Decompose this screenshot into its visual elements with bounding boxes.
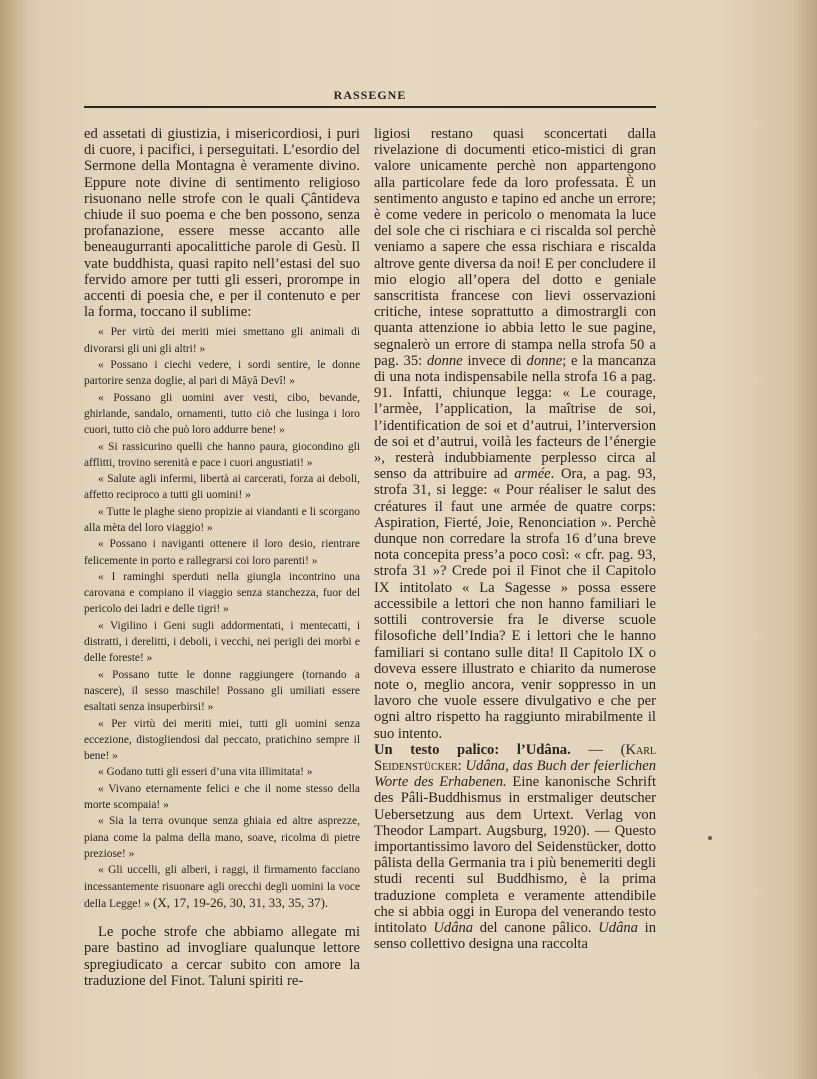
quote-15-text: « Gli uccelli, gli alberi, i raggi, il firmamento facciano incessantemente risuonare agli orecchi degli uomini la voce della Legge! » bbox=[84, 864, 360, 910]
quote-15 bbox=[84, 862, 360, 912]
quote-12: « Godano tutti gli esseri d’una vita illimitata! » bbox=[98, 766, 313, 779]
review-text-3: in senso collettivo designa una raccolta bbox=[374, 919, 656, 953]
running-head: RASSEGNE bbox=[333, 88, 407, 102]
quote-2: « Possano i ciechi vedere, i sordi sentire, le donne partorire senza doglie, al pari di Mâyâ Devî! » bbox=[84, 359, 360, 388]
header-rule bbox=[84, 106, 656, 108]
right-first-paragraph bbox=[374, 126, 656, 742]
p1-text-b: invece di bbox=[462, 352, 527, 369]
italic-udana-1: Udâna bbox=[433, 919, 474, 936]
quote-3: « Possano gli uomini aver vesti, cibo, bevande, ghirlande, sandalo, ornamenti, tutto ciò che lusinga i loro cuori, tutto ciò che può loro addurre bene! » bbox=[84, 391, 360, 437]
paper-speck bbox=[708, 836, 712, 840]
review-text-1: Eine kanonische Schrift des Pâli-Buddhismus in erstmaliger deutscher Uebersetzung aus dem Urtext. Verlag von Theodor Lampart. Augsburg, 1920). — Questo importantissimo lavoro del Seidenstücker, dotto pâlista della Germania tra i più benemeriti degli studi recenti sul Buddhismo, è la prima traduzione completa e veramente attendibile che si abbia oggi in Europa del venerando testo intitolato bbox=[374, 774, 656, 936]
left-intro-paragraph: ed assetati di giustizia, i misericordiosi, i puri di cuore, i pacifici, i perseguitati. L’esordio del Sermone della Montagna è veramente divino. Eppure note divine di sentimento religioso risuonano nelle strofe con le quali Çântideva chiude il suo poema e che ben possono, senza profanazione, essere messe accanto alle beneaugurranti apocalittiche parole di Gesù. Il vate buddhista, quasi rapito nell’estasi del suo fervido amore per tutti gli esseri, prorompe in accenti di poesia che, e per il contenuto e per la forma, toccano il sublime: bbox=[84, 126, 360, 321]
quote-reference: (X, 17, 19-26, 30, 31, 33, 35, 37). bbox=[149, 894, 329, 910]
quote-6: « Tutte le plaghe sieno propizie ai viandanti e li scorgano alla mèta del loro viaggio! » bbox=[84, 505, 360, 534]
quote-5: « Salute agli infermi, libertà ai carcerati, forza ai deboli, affetto reciproco a tutti gli uomini! » bbox=[84, 473, 360, 502]
left-closing-paragraph: Le poche strofe che abbiamo allegate mi pare bastino ad invogliare qualunque lettore spregiudicato a cercar subito con amore la traduzione del Finot. Taluni spiriti re- bbox=[84, 924, 360, 989]
udana-review-paragraph bbox=[374, 742, 656, 953]
section-dash: — ( bbox=[570, 741, 626, 758]
quote-14: « Sia la terra ovunque senza ghiaia ed altre asprezze, piana come la palma della mano, soave, ricolma di pietre preziose! » bbox=[84, 815, 360, 860]
quote-11: « Per virtù dei meriti miei, tutti gli uomini senza eccezione, distogliendosi dal peccato, pratichino sempre il bene! » bbox=[84, 717, 360, 763]
p1-text-d: . Ora, a pag. 93, strofa 31, si legge: « Pour réaliser le salut des créatures il faut une armée de quatre corps: Aspiration, Fierté, Joie, Renonciation ». Perchè dunque non corredare la strofa 16 d’una breve nota concepita press’a poco così: « cfr. pag. 93, strofa 31 »? Crede poi il Finot che il Capitolo IX intitolato « La Sagesse » possa essere accessibile a lettori che non hanno familiari le sottili controversie fra le diverse scuole filosofiche dell’India? E i lettori che le hanno familiari si contano sulle dita! Il Capitolo IX o doveva essere illustrato e chiarito da numerose note o, meglio ancora, venir soppresso in un lavoro che vuole essere divulgativo e che per ogni altro rispetto ha raggiunto mirabilmente il suo intento. bbox=[374, 466, 656, 742]
left-column bbox=[84, 126, 360, 989]
quote-4: « Si rassicurino quelli che hanno paura, giocondino gli afflitti, trovino serenità e pace i cuori angustiati! » bbox=[84, 440, 360, 469]
p1-text-a: ligiosi restano quasi sconcertati dalla rivelazione di documenti etico-mistici di gran valore unicamente perchè non appartengono alla particolare fede da loro professata. È un sentimento angusto e tapino ed anche un errore; è come vedere in pericolo o menomata la luce del sole che ci rischiara e ci riscalda sol perchè veniamo a sapere che essa rischiara e riscalda altrove gente diversa da noi! E per concludere il mio elogio all’opera del dotto e geniale sanscritista francese con lievi osservazioni critiche, intese soprattutto a dimostrargli con quanta attenzione io abbia letto le sue pagine, segnalerò un errore di stampa nella strofa 50 a pag. 35: bbox=[374, 126, 656, 369]
p1-italic-donne-2: donne bbox=[526, 352, 563, 369]
p1-italic-donne: donne bbox=[426, 352, 463, 369]
quoted-strophes bbox=[84, 324, 360, 912]
quote-9: « Vigilino i Geni sugli addormentati, i mentecatti, i distratti, i derelitti, i deboli, i vecchi, nei perigli dei morbi e delle foreste! » bbox=[84, 619, 360, 665]
quote-13: « Vivano eternamente felici e che il nome stesso della morte scompaia! » bbox=[84, 782, 360, 812]
page-binding-shadow bbox=[0, 0, 28, 1079]
quote-7: « Possano i naviganti ottenere il loro desio, rientrare felicemente in porto e rallegrarsi coi loro parenti! » bbox=[84, 538, 360, 567]
review-author: Karl Seidenstücker bbox=[374, 741, 656, 774]
quote-10: « Possano tutte le donne raggiungere (tornando a nascere), il sesso maschile! Possano gli umiliati essere esaltati senza insuperbirsi! » bbox=[84, 668, 360, 714]
review-text-2: del canone pâlico. bbox=[473, 919, 599, 936]
section-heading: Un testo palico: l’Udâna. bbox=[374, 741, 571, 758]
right-column bbox=[374, 126, 656, 952]
quote-1: « Per virtù dei meriti miei smettano gli animali di divorarsi gli uni gli altri! » bbox=[84, 326, 360, 355]
p1-text-c: ; e la mancanza di una nota indispensabile nella strofa 16 a pag. 91. Infatti, chiunque legga: « Le courage, l’armèe, l’application, la maîtrise de soi, l’identification de soi et d’autrui, l’interversion de soi et d’autrui, voilà les facteurs de l’énergie », resterà indubbiamente perplesso circa al senso da attribuire ad bbox=[374, 352, 656, 483]
quote-8: « I raminghi sperduti nella giungla incontrino una carovana e compiano il viaggio senza stanchezza, fuor del pericolo dei ladri e delle tigri! » bbox=[84, 570, 360, 616]
p1-italic-armee: armée bbox=[514, 466, 551, 483]
italic-udana-2: Udâna bbox=[598, 919, 638, 936]
book-title: Udâna, das Buch der feierlichen Worte des Erhabenen. bbox=[374, 757, 656, 791]
author-colon: : bbox=[457, 757, 466, 774]
